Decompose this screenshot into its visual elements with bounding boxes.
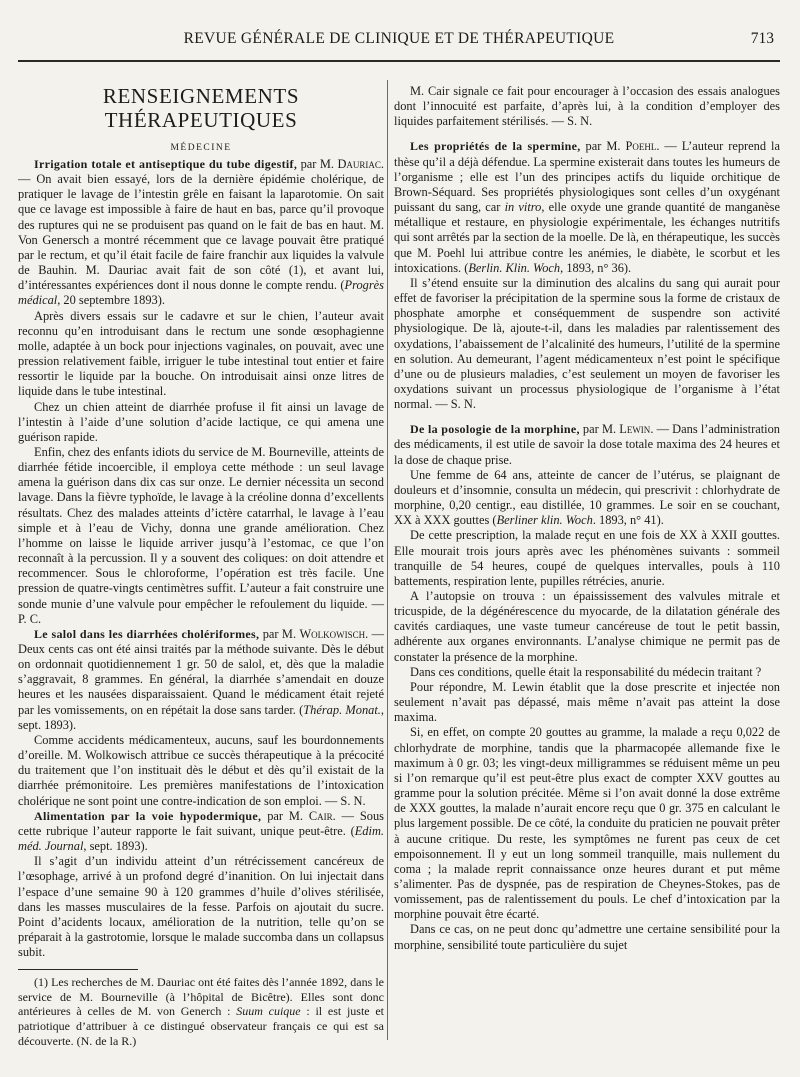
article-paragraph: M. Cair signale ce fait pour encourager à l’occasion des essais analogues dont l’innocuité est parfaite, d’après lui, à la condition d’employer des liquides parfaitement stérilisés. — S. N. [394,84,780,129]
article-paragraph [18,627,384,733]
author-prefix: par M. [580,139,626,154]
paragraph-text: . — Sous cette rubrique l’auteur rapporte le fait suivant, unique peut-être. ( [18,808,385,838]
footnote [18,975,384,1048]
article-paragraph: Chez un chien atteint de diarrhée profuse il fit ainsi un lavage de l’intestin à l’aide d’une solution d’acide lactique, ce qui amena une guérison rapide. [18,399,384,444]
journal-reference: Edim. méd. Journal [18,823,384,854]
article-paragraph [18,157,384,309]
article-paragraph: Après divers essais sur le cadavre et sur le chien, l’auteur avait reconnu qu’en introduisant dans le rectum une sonde œsophagienne molle, adaptée à un bock pour injections vaginales, on pouvait, avec une pression relativement faible, irriguer le tube intestinal tout entier et faire ressortir le liquide par la bouche. On introduisait ainsi onze litres de liquide dans le tube intestinal. [18,308,384,399]
article-title: Les propriétés de la spermine, [410,139,581,154]
reference-date: , sept. 1893). [18,702,384,732]
author-name: Cair [308,808,333,823]
author-name: Poehl [625,139,657,154]
paragraph-text-cont: , elle oxyde une grande quantité de manganèse métallique et restaure, en physiologie expérimentale, les échanges nutritifs qui sont arrêtés par la section de la moelle. De là, en thérapeutique, les succès que M. Poehl lui attribue contre les anémies, le diabète, le scorbut et les intoxications. ( [394,200,780,275]
article-paragraph [18,809,384,854]
article-paragraph [394,422,780,467]
article-paragraph: Si, en effet, on compte 20 gouttes au gramme, la malade a reçu 0,022 de chlorhydrate de morphine, tandis que la pharmacopée allemande fixe le maximum à 0 gr. 03; les vingt-deux milligrammes se réduisent même un peu si l’on remarque qu’il est peut-être plus exact de compter XXV gouttes au gramme pour la solution précitée. Même si l’on avait donné la dose extrême de XXX gouttes, la malade n’aurait encore reçu que 0 gr. 375 en calculant le plus largement possible. De ce côté, la conduite du praticien ne pouvait prêter à aucune critique. Du reste, les symptômes ne furent pas ceux de cet empoisonnement. Il y eut un long sommeil tranquille, mais nullement du coma ; la malade reprit connaissance onze heures durant et put même s’alimenter. Pas de dyspnée, pas de respiration de Cheynes-Stokes, pas de vomissement, pas de ralentissement du pouls. Le chef d’intoxication par la morphine pouvait être écarté. [394,725,780,922]
journal-reference: Thérap. Monat. [303,702,381,717]
paragraph-text: . — L’auteur reprend la thèse qu’il a déjà défendue. La spermine existerait dans toutes les humeurs de l’organisme ; elle est l’un des principes actifs du liquide orchitique de Brown-Séquard. Ses propriétés physiologiques sont celles d’un oxygénant puissant du sang, car [394,139,780,215]
article-paragraph: Il s’étend ensuite sur la diminution des alcalins du sang qui aurait pour effet de favoriser la précipitation de la spermine sous la forme de cristaux de phosphate amorphe et conséquemment de suspendre son activité physiologique. De là, ajoute-t-il, dans les maladies par ralentissement des oxydations, l’abaissement de l’alcalinité des humeurs, l’utilité de la spermine en solution. Au demeurant, l’agent médicamenteux n’est point le spécifique d’une ou de plusieurs maladies, c’est seulement un moyen de favoriser les oxydations suivant un processus physiologique de l’organisme à l’état normal. — S. N. [394,275,780,412]
article-paragraph: A l’autopsie on trouva : un épaississement des valvules mitrale et tricuspide, de la dégénérescence du myocarde, de la dilatation générale des cavités cardiaques, une vaste tumeur cancéreuse de tout le petit bassin, adhérente aux organes environnants. L’analyse chimique ne permit pas de constater la présence de la morphine. [394,589,780,664]
article-morphine [394,422,780,952]
article-paragraph: Il s’agit d’un individu atteint d’un rétrécissement cancéreux de l’œsophage, arrivé à un profond degré d’inanition. On lui injectait dans l’espace d’une semaine 90 à 120 grammes d’huile d’olives stérilisée, dans les masses musculaires de la fesse. Parfois on ajoutait du sucre. Point d’acidents locaux, amélioration de la nutrition, telle qu’on se préparait à la gastrotomie, lorsque le malade succomba dans un collapsus subit. [18,854,384,960]
footnote-rule [18,969,138,970]
reference-date: , 1893, n° 36). [560,260,632,275]
article-spermine [394,139,780,412]
article-title: Le salol dans les diarrhées cholériformes, [34,626,260,641]
article-paragraph: Dans ces conditions, quelle était la responsabilité du médecin traitant ? [410,664,762,679]
article-title: Alimentation par la voie hypodermique, [34,808,262,823]
journal-reference: Berliner klin. Woch [496,513,593,528]
article-paragraph: De cette prescription, la malade reçut en une fois de XX à XXII gouttes. Elle mourait trois jours après avec les phénomènes suivants : sommeil tranquille de 54 heures, coupé de quelques intervalles, pouls à 110 battements, respiration lente, pupilles rétrécies, anurie. [394,528,780,588]
article-paragraph: Comme accidents médicamenteux, aucuns, sauf les bourdonnements d’oreille. M. Wolkowisch attribue ce succès thérapeutique à la précocité du traitement que l’on instituait dès le début et dès qu’il existait de la diarrhée prémonitoire. Les premières manifestations de l’intoxication cholérique ne sont point une contre-indication de son emploi. — S. N. [18,732,384,808]
article-paragraph: Pour répondre, M. Lewin établit que la dose prescrite et injectée non seulement n’avait pas dépassé, mais même n’avait pas atteint la dose maxima. [394,679,780,725]
reference-date: , 20 septembre 1893). [57,293,165,308]
article-paragraph: Enfin, chez des enfants idiots du service de M. Bourneville, atteints de diarrhée fétide incoercible, il employa cette méthode : un seul lavage amena la guérison dans dix cas sur onze. Le dernier nécessita un second lavage. Dans la fièvre typhoïde, le lavage à la créoline donna d’excellents résultats. Chez des malades atteints d’ictère catarrhal, le lavage à l’eau simple et à l’eau de Vichy, donna une grande amélioration. Chez l’homme on laisse le liquide arriver jusqu’à l’estomac, ce que l’on reconnaît à la percussion. Il y a souvent des coliques: on doit attendre et recommencer. Sous le chloroforme, l’opération est très facile. Une pression de quatre-vingts centimètres suffit. L’auteur a fait construire une sonde munie d’une valvule pour empêcher le refoulement du liquide. — P. C. [18,444,384,626]
author-prefix: par M. [579,422,620,437]
reference-date: , sept. 1893). [83,839,148,854]
article-paragraph [394,468,780,529]
reference-date: . 1893, n° 41). [592,513,664,528]
latin-phrase: in vitro [504,200,542,215]
subsection-title: MÉDECINE [170,143,232,153]
footnote-text: (1) Les recherches de M. Dauriac ont été faites dès l’année 1892, dans le service de M. Bourneville (à l’hôpital de Bicêtre). Elles sont donc antérieures à celles de M. von Generch : [18,975,384,1019]
left-column [18,78,384,1048]
footnote-text-end: : il est juste et patriotique d’attribuer à ce distingué observateur français ce qui est sa découverte. (N. de la R.) [18,1004,385,1048]
running-head [18,30,780,52]
paragraph-text: . — Dans l’administration des médicaments, il est utile de savoir la dose totale maxima des 24 heures et la dose de chaque prise. [394,422,780,467]
author-name: Wolkowisch [299,626,366,641]
author-name: Dauriac [337,157,381,171]
paragraph-text: . — Deux cents cas ont été ainsi traités par la méthode suivante. Dès le début on ordonnait quotidiennement 1 gr. 50 de salol, et, dès que la maladie s’aggravait, 8 grammes. En général, la diarrhée s’amendait en douze heures et les nausées disparaissaient. Quand le médicament était rejeté par les vomissements, on en répétait la dose sans tarder. ( [18,626,385,717]
paragraph-text: Une femme de 64 ans, atteinte de cancer de l’utérus, se plaignant de douleurs et d’insomnie, consulta un médecin, qui prescrivit : chlorhydrate de morphine, 0,20 centigr., eau distillée, 10 grammes. Le soir en se couchant, XX à XXX gouttes ( [394,467,780,528]
right-column [394,84,780,953]
article-alimentation [18,809,384,961]
section-title: RENSEIGNEMENTS THÉRAPEUTIQUES [102,84,300,132]
article-paragraph [394,139,780,275]
column-divider [387,80,388,1040]
article-irrigation [18,157,384,627]
author-prefix: par M. [261,808,309,823]
author-prefix: par M. [259,626,300,641]
header-rule [18,60,780,62]
page-number: 713 [750,30,774,47]
article-salol [18,627,384,809]
footnote-latin-phrase: Suum cuique [236,1004,301,1019]
article-paragraph: Dans ce cas, on ne peut donc qu’admettre une certaine sensibilité pour la morphine, sensibilité toute particulière du sujet [394,922,780,952]
journal-reference: Berlin. Klin. Woch [468,260,561,275]
author-prefix: par M. [297,157,338,171]
paragraph-text: . — On avait bien essayé, lors de la dernière épidémie cholérique, de pratiquer le lavage de l’intestin grêle en faisant la laparotomie. On sait que ce lavage est impossible à faire de haut en bas, parce qu’il provoque des ruptures qui ne se produisent pas quand on le fait de bas en haut. M. Von Genersch a montré récemment que ce lavage pouvait être pratiqué par le rectum, et qu’il était facile de faire franchir aux liquides la valvule de Bauhin. M. Dauriac avait fait de son côté (1), et avant lui, d’intéressantes expériences dont il nous donne le compte rendu. ( [18,157,384,293]
author-name: Lewin [619,422,651,437]
running-title: REVUE GÉNÉRALE DE CLINIQUE ET DE THÉRAPEUTIQUE [183,30,615,47]
article-title: De la posologie de la morphine, [410,422,580,437]
journal-reference: Progrès médical [18,278,384,308]
article-title: Irrigation totale et antiseptique du tube digestif, [34,157,298,171]
